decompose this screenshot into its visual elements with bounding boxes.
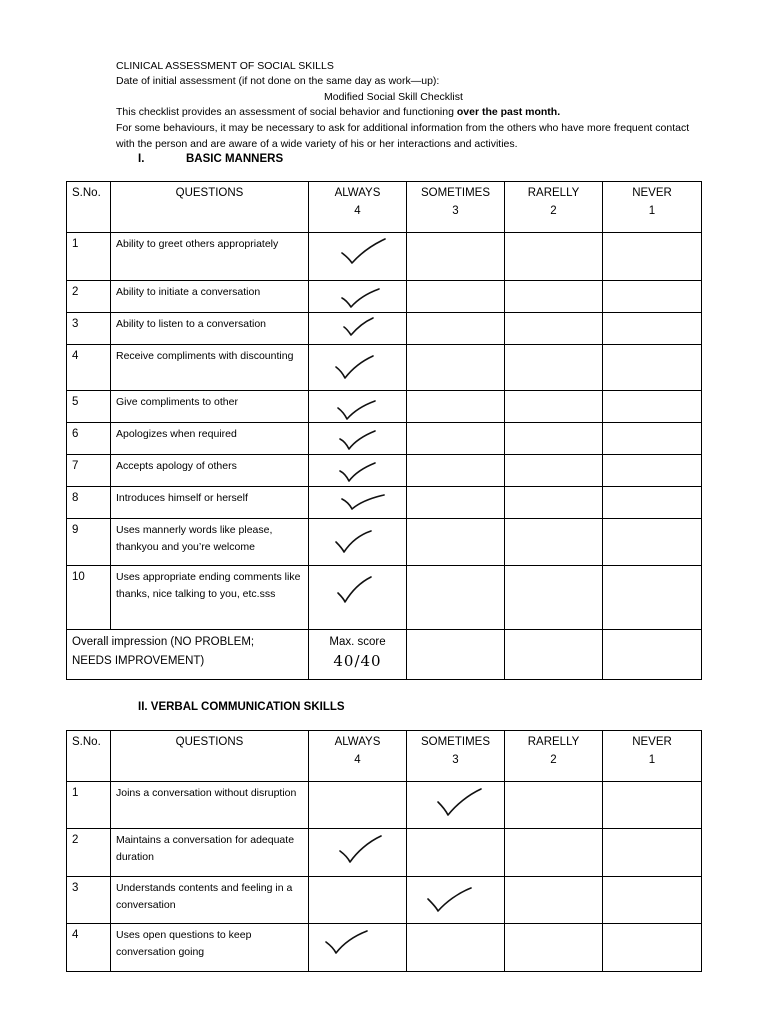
basic-manners-table: [66, 181, 702, 680]
table-row: [67, 423, 702, 455]
answer-never[interactable]: [603, 487, 702, 519]
col-never-label: NEVER: [632, 187, 672, 199]
question-text: Understands contents and feeling in a conversation: [111, 877, 309, 924]
table-row: [67, 519, 702, 566]
answer-rarely[interactable]: [505, 233, 603, 281]
answer-never[interactable]: [603, 519, 702, 566]
question-text: Apologizes when required: [111, 423, 309, 455]
col-always-points: 4: [354, 205, 361, 217]
answer-never[interactable]: [603, 281, 702, 313]
max-score-value: 40/40: [333, 652, 382, 670]
col-sno: S.No.: [67, 182, 111, 233]
row-number: 1: [67, 233, 111, 281]
answer-never[interactable]: [603, 233, 702, 281]
col-questions: QUESTIONS: [111, 182, 309, 233]
checklist-subtitle: Modified Social Skill Checklist: [324, 91, 463, 103]
col-rarely: [505, 182, 603, 233]
question-text: Maintains a conversation for adequate duration: [111, 829, 309, 877]
answer-never[interactable]: [603, 391, 702, 423]
col-rarely-label: RARELLY: [527, 736, 580, 748]
checkmark-icon: [323, 928, 371, 958]
overall-empty-cell: [505, 630, 603, 680]
intro-bold-text: over the past month.: [456, 106, 561, 118]
max-score-label: Max. score: [329, 636, 386, 648]
question-text: Receive compliments with discounting: [111, 345, 309, 391]
answer-never[interactable]: [603, 423, 702, 455]
answer-rarely[interactable]: [505, 519, 603, 566]
row-number: 8: [67, 487, 111, 519]
answer-never[interactable]: [603, 829, 702, 877]
row-number: 3: [67, 877, 111, 924]
question-text: Ability to initiate a conversation: [111, 281, 309, 313]
answer-never[interactable]: [603, 924, 702, 972]
col-rarely-points: 2: [550, 205, 557, 217]
answer-never[interactable]: [603, 877, 702, 924]
col-sometimes-label: SOMETIMES: [420, 187, 490, 199]
answer-always[interactable]: [309, 313, 407, 345]
answer-sometimes[interactable]: [407, 519, 505, 566]
question-text: Joins a conversation without disruption: [111, 782, 309, 829]
answer-rarely[interactable]: [505, 391, 603, 423]
answer-rarely[interactable]: [505, 281, 603, 313]
answer-always[interactable]: [309, 281, 407, 313]
answer-sometimes[interactable]: [407, 924, 505, 972]
table-header-row: [67, 731, 702, 782]
question-text: Ability to greet others appropriately: [111, 233, 309, 281]
note-line-1: For some behaviours, it may be necessary to ask for additional information from the others who have more frequent contact: [116, 122, 690, 134]
table-row: [67, 782, 702, 829]
checkmark-icon: [337, 833, 385, 867]
checkmark-icon: [333, 353, 377, 383]
overall-impression: [67, 630, 309, 680]
document-title: CLINICAL ASSESSMENT OF SOCIAL SKILLS: [116, 60, 334, 72]
checkmark-icon: [341, 315, 377, 339]
checkmark-icon: [339, 285, 383, 311]
overall-empty-cell: [603, 630, 702, 680]
col-always-points: 4: [354, 754, 361, 766]
answer-sometimes[interactable]: [407, 423, 505, 455]
answer-rarely[interactable]: [505, 877, 603, 924]
row-number: 1: [67, 782, 111, 829]
table-row: [67, 233, 702, 281]
question-text: Uses appropriate ending comments like thanks, nice talking to you, etc.sss: [111, 566, 309, 630]
overall-row: [67, 630, 702, 680]
answer-never[interactable]: [603, 455, 702, 487]
col-sometimes: [407, 182, 505, 233]
answer-always[interactable]: [309, 391, 407, 423]
answer-rarely[interactable]: [505, 924, 603, 972]
col-sometimes-points: 3: [452, 205, 459, 217]
answer-always[interactable]: [309, 423, 407, 455]
table-row: [67, 345, 702, 391]
table-row: [67, 281, 702, 313]
answer-always[interactable]: [309, 924, 407, 972]
note-line-2: with the person and are aware of a wide variety of his or her interactions and activities.: [116, 138, 518, 150]
answer-sometimes[interactable]: [407, 345, 505, 391]
table-row: [67, 877, 702, 924]
row-number: 6: [67, 423, 111, 455]
col-rarely-label: RARELLY: [527, 187, 580, 199]
section2-title: II. VERBAL COMMUNICATION SKILLS: [138, 701, 345, 713]
col-never-points: 1: [648, 205, 656, 217]
answer-rarely[interactable]: [505, 829, 603, 877]
answer-always[interactable]: [309, 566, 407, 630]
answer-sometimes[interactable]: [407, 487, 505, 519]
answer-always[interactable]: [309, 487, 407, 519]
checkmark-icon: [335, 397, 379, 423]
row-number: 2: [67, 281, 111, 313]
max-score-cell: [309, 630, 407, 680]
table-header-row: [67, 182, 702, 233]
table-row: [67, 487, 702, 519]
answer-rarely[interactable]: [505, 566, 603, 630]
checkmark-icon: [339, 491, 387, 513]
question-text: Uses open questions to keep conversation going: [111, 924, 309, 972]
checkmark-icon: [337, 427, 379, 453]
col-always-label: ALWAYS: [334, 187, 381, 199]
col-never-label: NEVER: [632, 736, 672, 748]
question-text: Accepts apology of others: [111, 455, 309, 487]
col-always-label: ALWAYS: [334, 736, 381, 748]
checkmark-icon: [337, 459, 379, 485]
col-always: [309, 182, 407, 233]
section1-number: I.: [138, 153, 145, 165]
col-rarely-points: 2: [550, 754, 557, 766]
section1-title: BASIC MANNERS: [186, 153, 284, 165]
answer-always[interactable]: [309, 877, 407, 924]
answer-rarely[interactable]: [505, 345, 603, 391]
intro-line: [116, 105, 560, 119]
answer-never[interactable]: [603, 345, 702, 391]
table-row: [67, 455, 702, 487]
row-number: 5: [67, 391, 111, 423]
overall-line-2: NEEDS IMPROVEMENT): [72, 655, 205, 667]
answer-always[interactable]: [309, 455, 407, 487]
answer-never[interactable]: [603, 782, 702, 829]
answer-always[interactable]: [309, 782, 407, 829]
answer-rarely[interactable]: [505, 423, 603, 455]
question-text: Introduces himself or herself: [111, 487, 309, 519]
checkmark-icon: [333, 527, 375, 557]
row-number: 4: [67, 924, 111, 972]
checkmark-icon: [339, 236, 389, 268]
col-always: [309, 731, 407, 782]
table-row: [67, 566, 702, 630]
table-row: [67, 313, 702, 345]
answer-always[interactable]: [309, 233, 407, 281]
question-text: Give compliments to other: [111, 391, 309, 423]
answer-sometimes[interactable]: [407, 455, 505, 487]
row-number: 3: [67, 313, 111, 345]
table-row: [67, 924, 702, 972]
verbal-communication-table: [66, 730, 702, 972]
row-number: 7: [67, 455, 111, 487]
row-number: 2: [67, 829, 111, 877]
answer-sometimes[interactable]: [407, 233, 505, 281]
checkmark-icon: [425, 885, 475, 917]
col-questions: QUESTIONS: [111, 731, 309, 782]
answer-rarely[interactable]: [505, 487, 603, 519]
date-line: Date of initial assessment (if not done on the same day as work—up):: [116, 75, 440, 87]
table-row: [67, 391, 702, 423]
col-sometimes: [407, 731, 505, 782]
col-sometimes-label: SOMETIMES: [420, 736, 490, 748]
answer-rarely[interactable]: [505, 782, 603, 829]
answer-sometimes[interactable]: [407, 877, 505, 924]
answer-always[interactable]: [309, 519, 407, 566]
row-number: 10: [67, 566, 111, 630]
col-sometimes-points: 3: [452, 754, 459, 766]
checkmark-icon: [435, 786, 485, 820]
answer-never[interactable]: [603, 566, 702, 630]
answer-sometimes[interactable]: [407, 566, 505, 630]
overall-line-1: Overall impression (NO PROBLEM;: [72, 636, 255, 648]
col-rarely: [505, 731, 603, 782]
answer-sometimes[interactable]: [407, 829, 505, 877]
answer-never[interactable]: [603, 313, 702, 345]
answer-always[interactable]: [309, 829, 407, 877]
answer-sometimes[interactable]: [407, 281, 505, 313]
question-text: Uses mannerly words like please, thankyou and you’re welcome: [111, 519, 309, 566]
answer-rarely[interactable]: [505, 455, 603, 487]
col-never: [603, 182, 702, 233]
answer-sometimes[interactable]: [407, 313, 505, 345]
answer-rarely[interactable]: [505, 313, 603, 345]
checkmark-icon: [335, 574, 375, 606]
overall-empty-cell: [407, 630, 505, 680]
table-row: [67, 829, 702, 877]
col-never: [603, 731, 702, 782]
answer-sometimes[interactable]: [407, 782, 505, 829]
col-never-points: 1: [648, 754, 656, 766]
intro-text: This checklist provides an assessment of social behavior and functioning: [116, 106, 457, 118]
col-sno: S.No.: [67, 731, 111, 782]
row-number: 4: [67, 345, 111, 391]
answer-always[interactable]: [309, 345, 407, 391]
question-text: Ability to listen to a conversation: [111, 313, 309, 345]
answer-sometimes[interactable]: [407, 391, 505, 423]
row-number: 9: [67, 519, 111, 566]
